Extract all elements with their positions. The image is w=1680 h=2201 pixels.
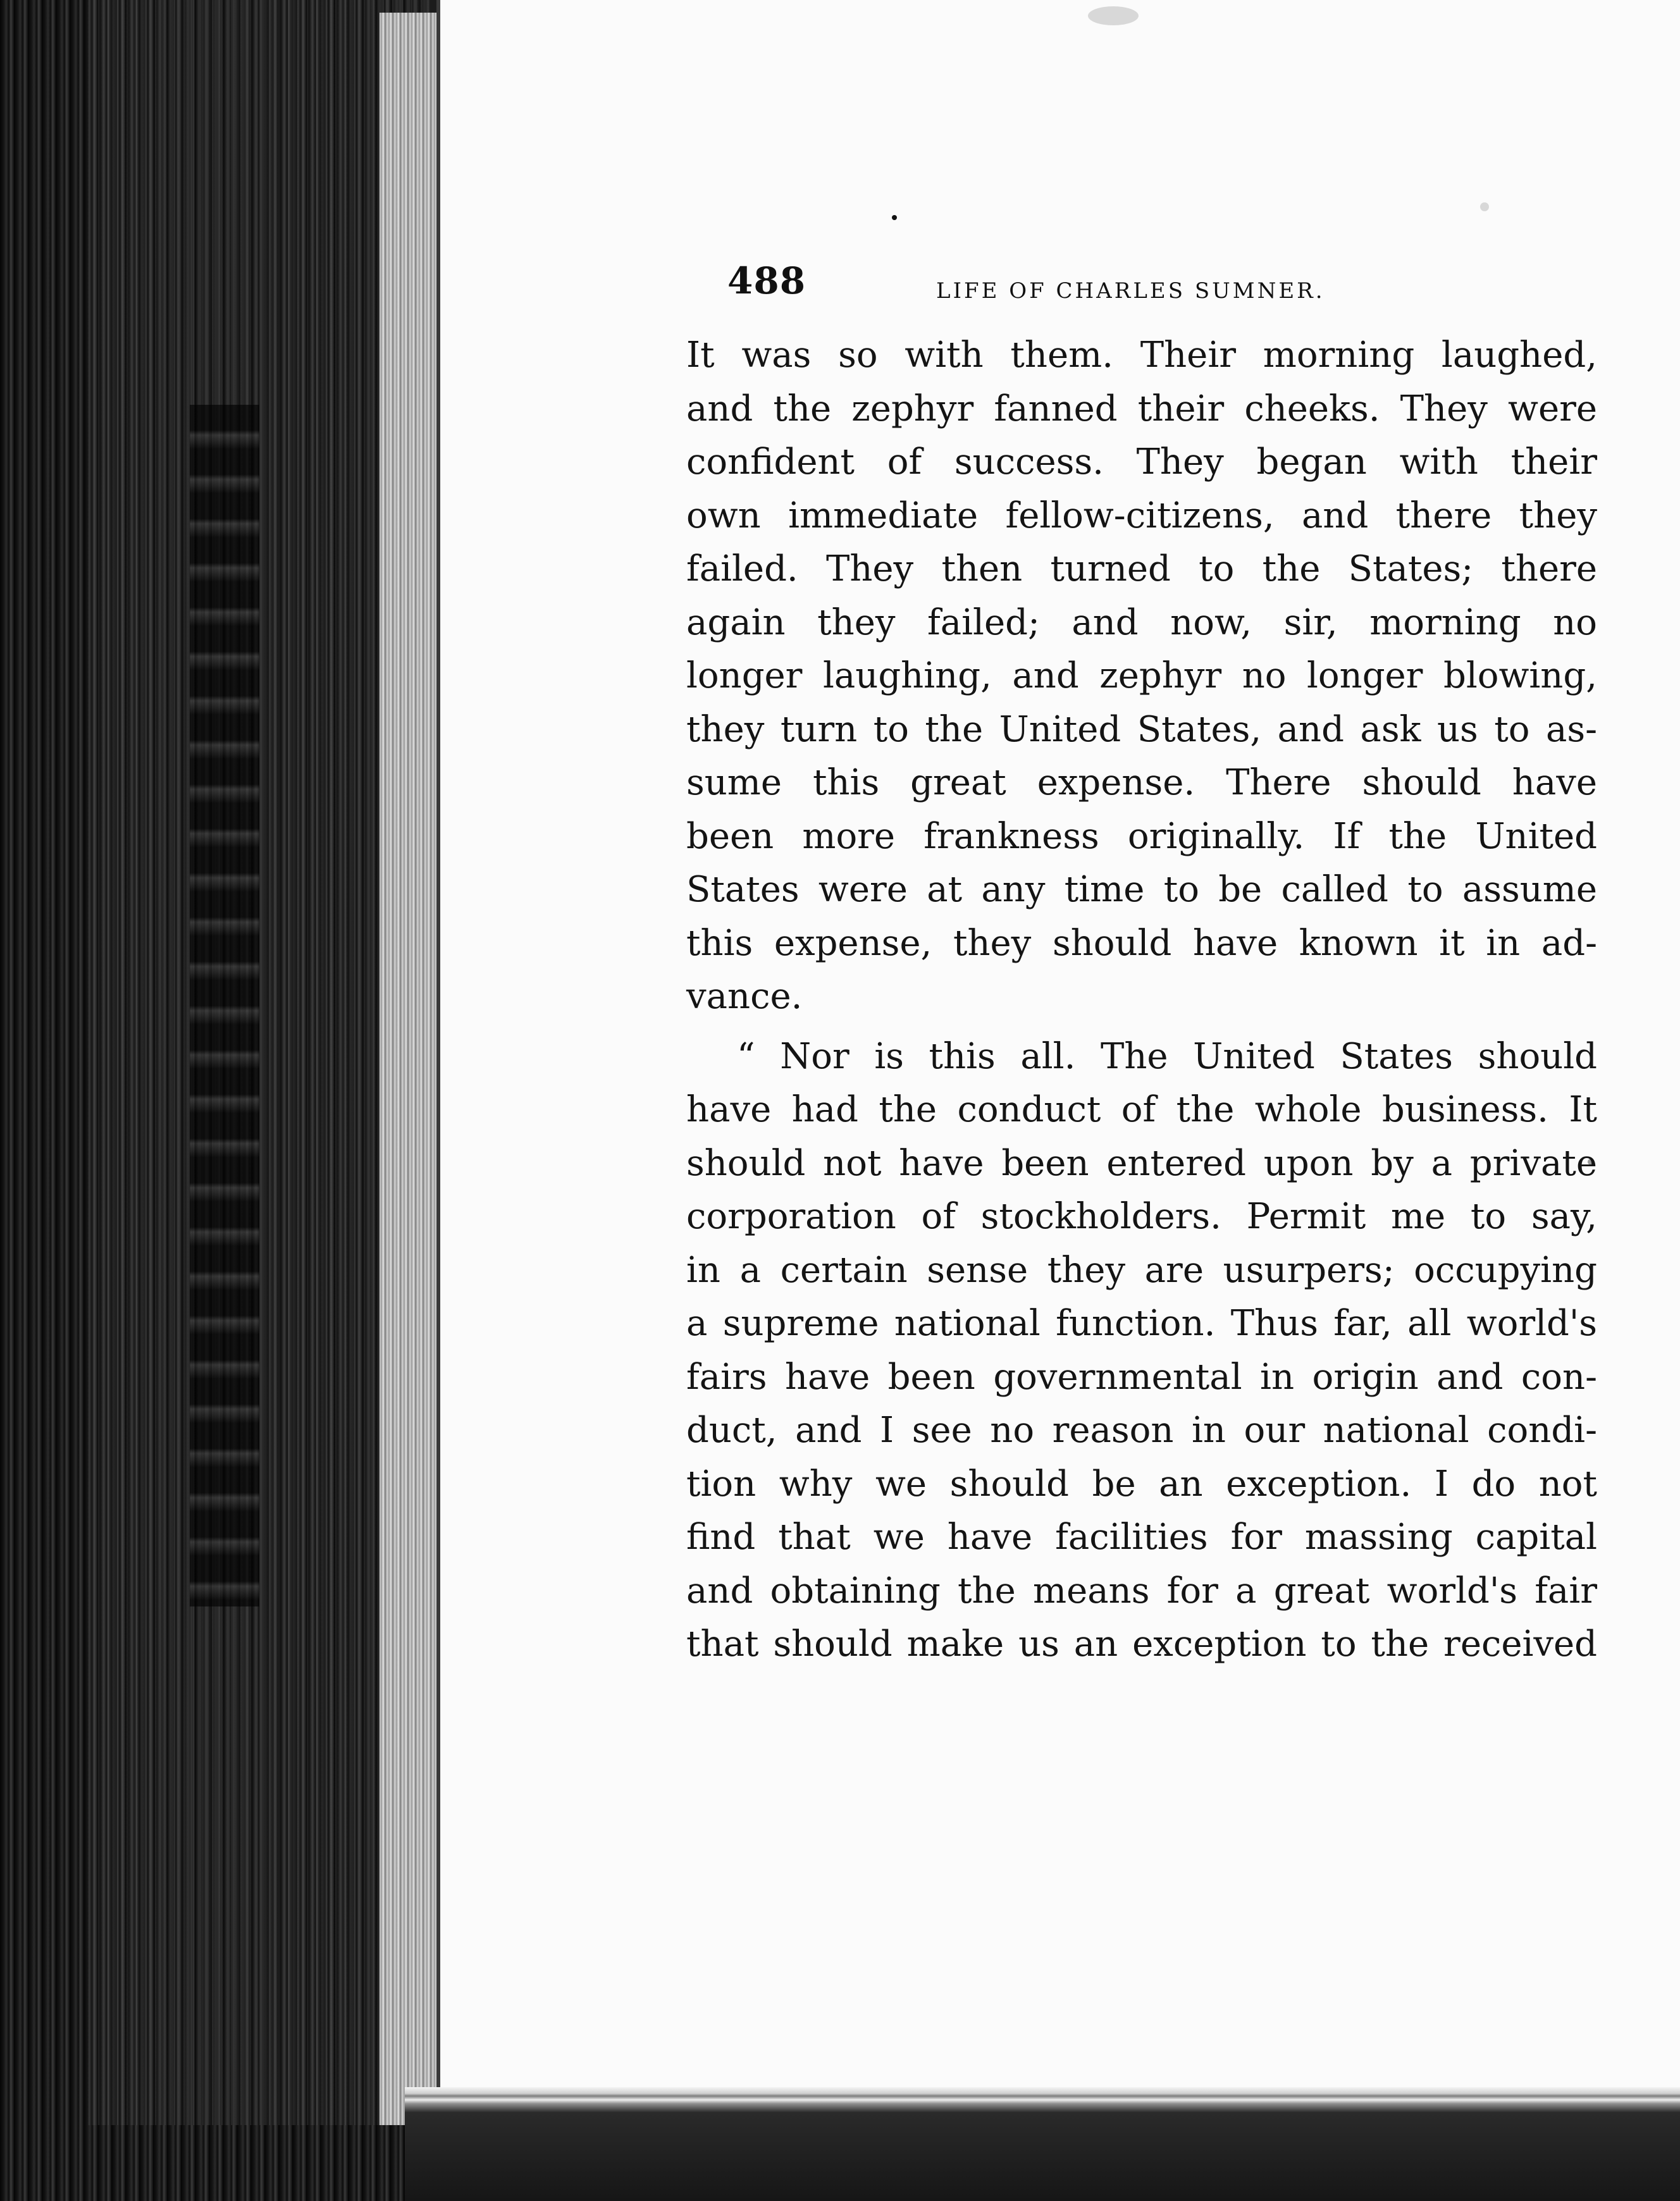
text-line: confident of success. They began with their [686, 441, 1597, 483]
paragraph-gap [686, 1024, 1597, 1030]
text-line: that should make us an exception to the received [686, 1624, 1597, 1665]
text-line: fairs have been governmental in origin and con- [686, 1356, 1597, 1398]
scan-speck [892, 215, 897, 220]
text-line: been more frankness originally. If the United [686, 815, 1597, 857]
book-gutter-texture [89, 0, 430, 2125]
text-line: longer laughing, and zephyr no longer blowing, [686, 655, 1597, 696]
text-line: have had the conduct of the whole business. It [686, 1089, 1597, 1130]
text-line: vance. [686, 976, 803, 1017]
text-line: again they failed; and now, sir, morning no [686, 601, 1597, 643]
text-line: sume this great expense. There should have [686, 762, 1597, 803]
scan-speck [1088, 6, 1139, 25]
text-line: duct, and I see no reason in our national condi- [686, 1410, 1597, 1451]
paragraph-2 [686, 1030, 1597, 1672]
text-line: and obtaining the means for a great world's fair [686, 1570, 1597, 1612]
text-line: States were at any time to be called to assume [686, 869, 1597, 910]
body-text [686, 329, 1597, 1672]
text-line: find that we have facilities for massing capital [686, 1517, 1597, 1558]
text-line: should not have been entered upon by a private [686, 1142, 1597, 1184]
running-head [727, 259, 1398, 323]
text-line: It was so with them. Their morning laughed, [686, 335, 1597, 376]
paragraph-1 [686, 329, 1597, 1024]
text-line: a supreme national function. Thus far, all world's [686, 1303, 1597, 1344]
text-line: this expense, they should have known it in ad- [686, 922, 1597, 964]
page-number: 488 [727, 259, 806, 302]
page-bottom-edge [405, 2087, 1680, 2201]
text-line: in a certain sense they are usurpers; occupying [686, 1249, 1597, 1291]
text-line: “ Nor is this all. The United States should [737, 1035, 1597, 1077]
text-line: own immediate fellow-citizens, and there they [686, 495, 1597, 536]
spine-shadow [190, 405, 259, 1606]
text-line: and the zephyr fanned their cheeks. They were [686, 388, 1597, 429]
scan-speck [1480, 202, 1489, 211]
text-line: failed. They then turned to the States; there [686, 548, 1597, 589]
running-head-title: LIFE OF CHARLES SUMNER. [936, 278, 1325, 304]
text-line: corporation of stockholders. Permit me to say, [686, 1196, 1597, 1237]
text-line: they turn to the United States, and ask us to as- [686, 708, 1597, 750]
text-line: tion why we should be an exception. I do not [686, 1463, 1597, 1505]
